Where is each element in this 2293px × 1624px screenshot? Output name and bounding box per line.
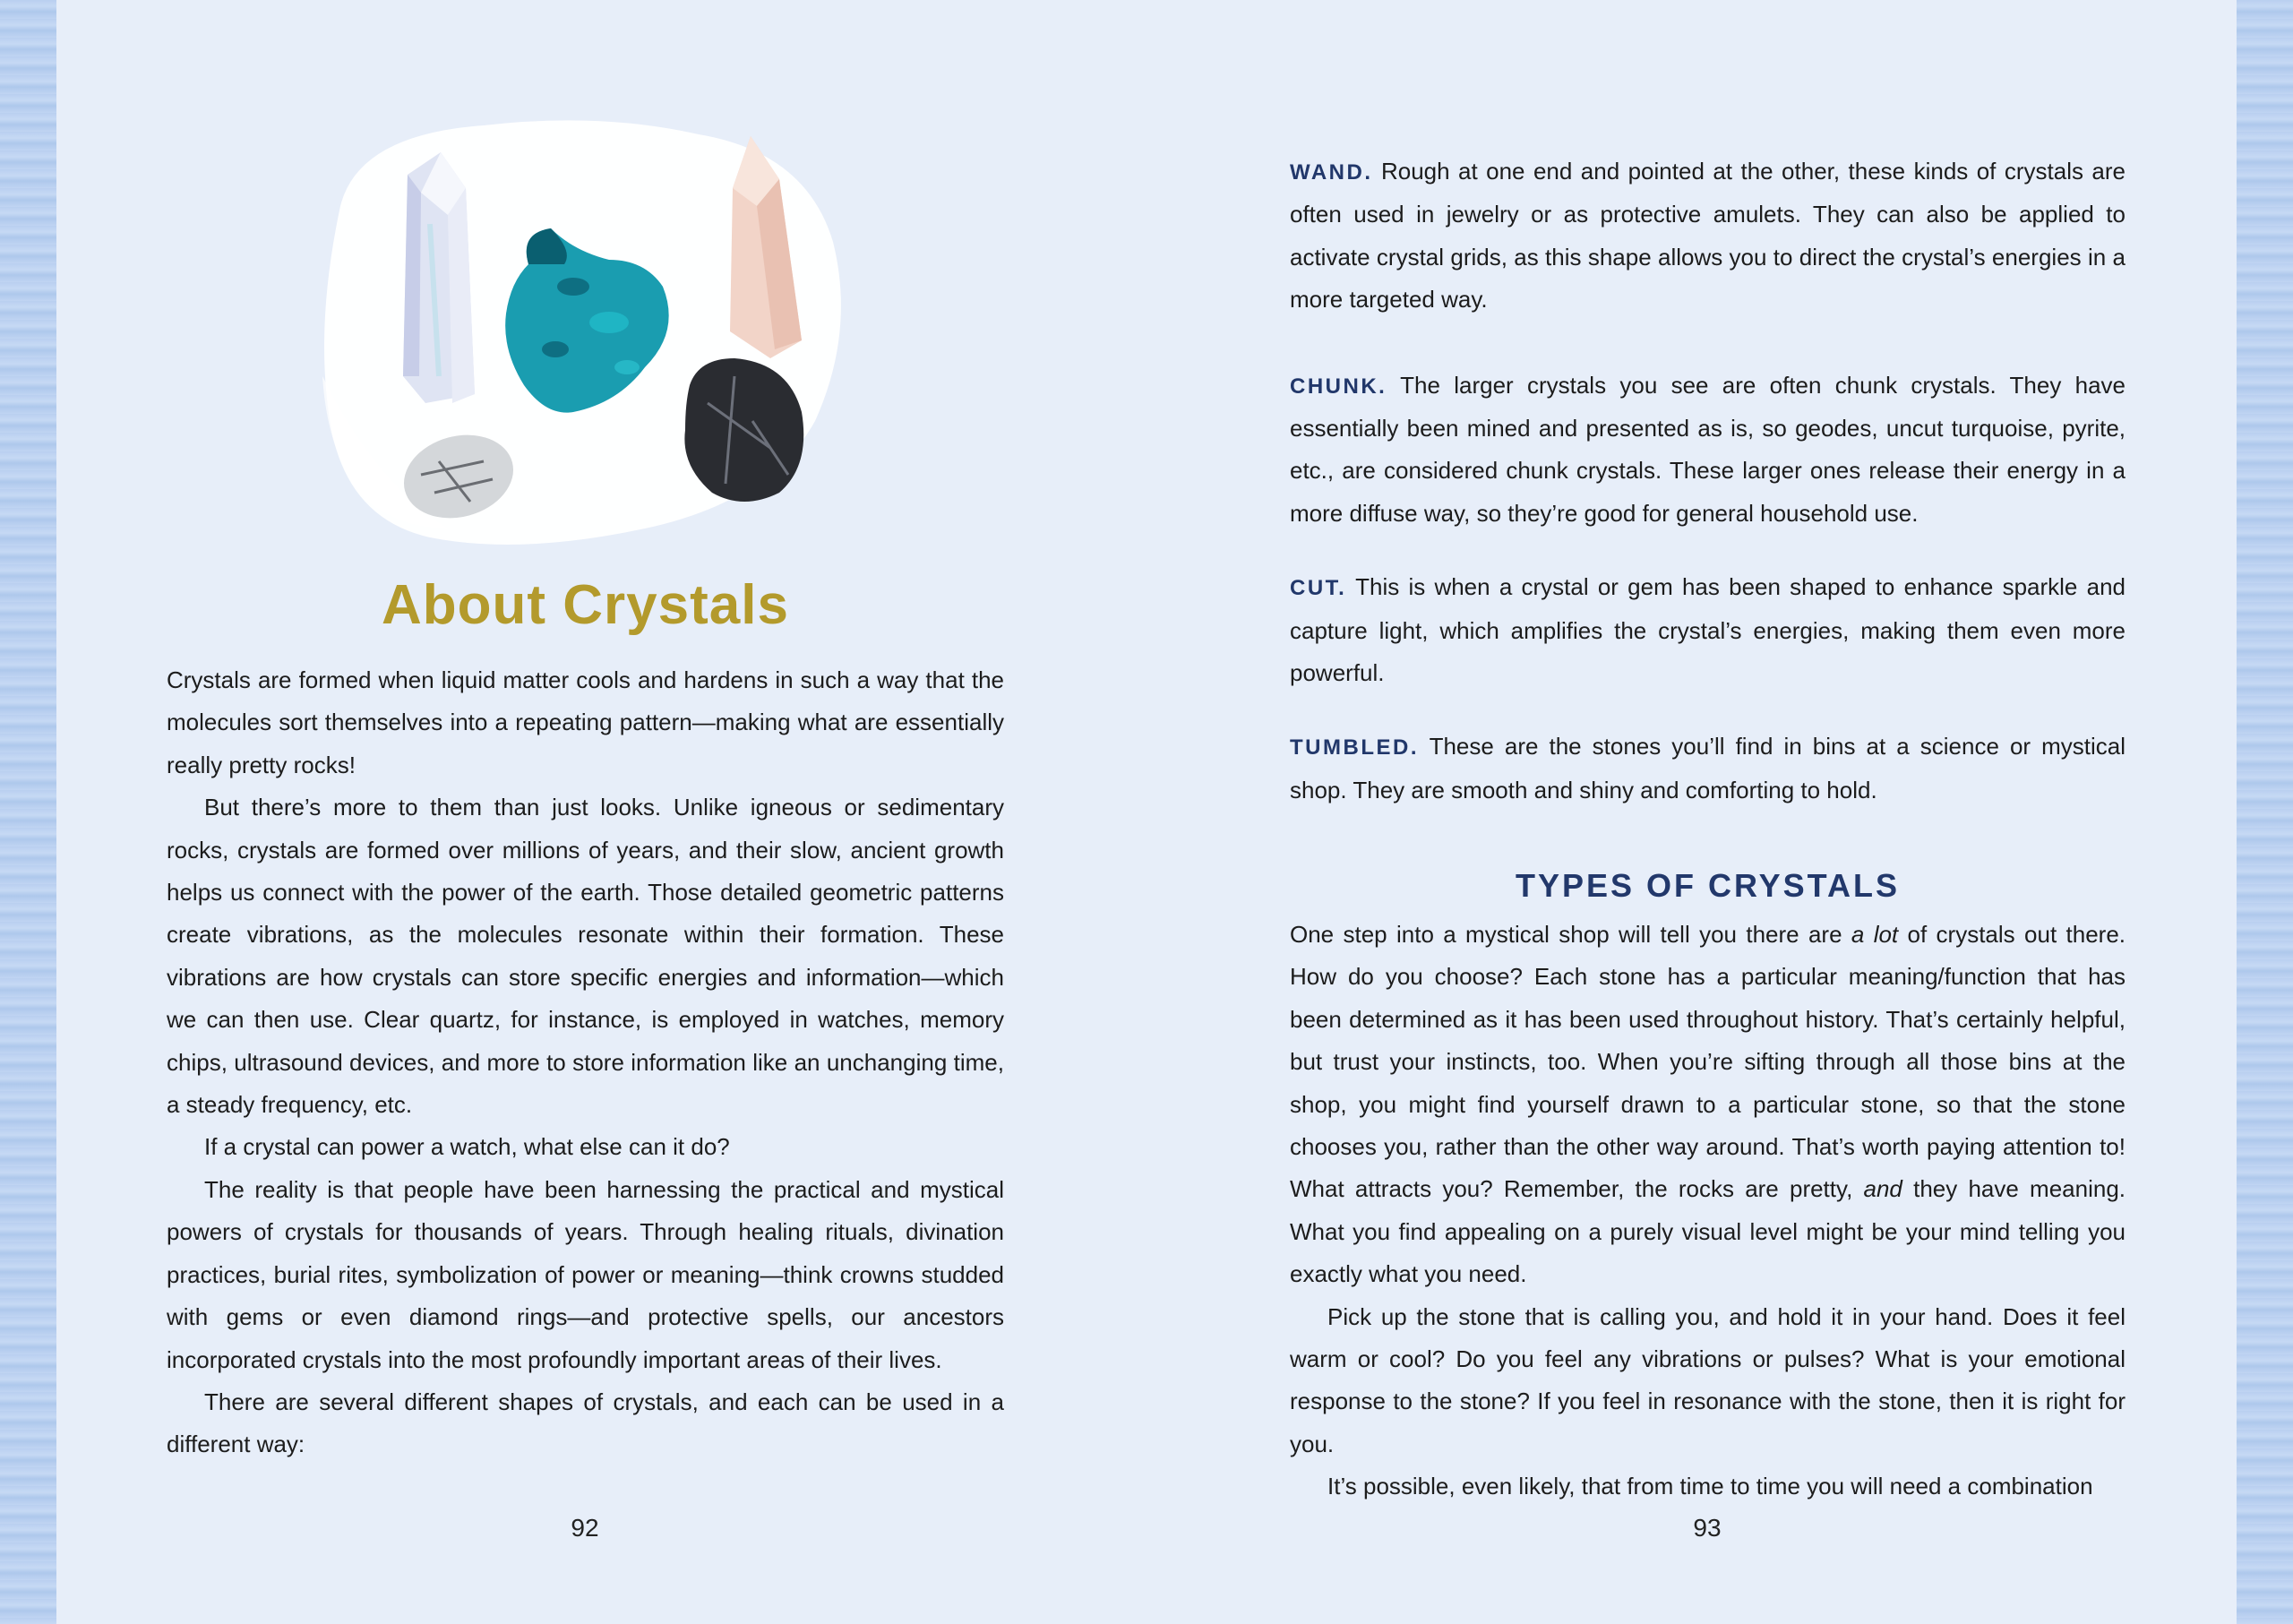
right-page-edge	[2237, 0, 2293, 1624]
shape-entry-tumbled	[1290, 726, 2126, 812]
shape-description: This is when a crystal or gem has been shaped to enhance sparkle and capture light, which amplifies the crystal’s energies, making them even more powerful.	[1290, 573, 2126, 687]
paragraph: Crystals are formed when liquid matter cools and hardens in such a way that the molecules sort themselves into a repeating pattern—making what are essentially really pretty rocks!	[167, 666, 1004, 778]
shape-term: CHUNK.	[1290, 374, 1387, 399]
paragraph: But there’s more to them than just looks. Unlike igneous or sedimentary rocks, crystals are formed over millions of years, and their slow, ancient growth helps us connect with the power of the earth. Those detailed geometric patterns create vibrations, as the molecules resonate within their formation. These vibrations are how crystals can store specific energies and information—which we can then use. Clear quartz, for instance, is employed in watches, memory chips, ultrasound devices, and more to store information like an unchanging time, a steady frequency, etc.	[167, 794, 1004, 1119]
section-heading: TYPES OF CRYSTALS	[1515, 867, 1901, 904]
crystal-shapes-list	[1290, 150, 2126, 812]
left-page-edge	[0, 0, 56, 1624]
shape-entry-cut	[1290, 566, 2126, 694]
shape-entry-chunk	[1290, 365, 2126, 536]
page-title: About Crystals	[382, 574, 789, 636]
types-section-body	[1290, 914, 2126, 1508]
paragraph: One step into a mystical shop will tell you there are a lot of crystals out there. How do you choose? Each stone has a particular meaning/function that has been determined as it has been used throughout history. That’s certainly helpful, but trust your instincts, too. When you’re sifting through all those bins at the shop, you might find yourself drawn to a particular stone, so that the stone chooses you, rather than the other way around. That’s worth paying attention to! What attracts you? Remember, the rocks are pretty, and they have meaning. What you find appealing on a purely visual level might be your mind telling you exactly what you need.	[1290, 921, 2126, 1288]
paragraph: If a crystal can power a watch, what else can it do?	[204, 1133, 730, 1161]
shape-term: CUT.	[1290, 576, 1347, 601]
clear-quartz-wand	[403, 152, 475, 403]
left-page-body	[167, 659, 1004, 1466]
page-number-left: 92	[571, 1514, 599, 1542]
shape-term: TUMBLED.	[1290, 735, 1419, 760]
shape-description: The larger crystals you see are often chunk crystals. They have essentially been mined and presented as is, so geodes, uncut turquoise, pyrite, etc., are considered chunk crystals. These larger ones release their energy in a more diffuse way, so they’re good for general household use.	[1290, 371, 2126, 527]
crystals-illustration	[305, 107, 860, 573]
shape-entry-wand	[1290, 150, 2126, 322]
page-number-right: 93	[1693, 1514, 1722, 1542]
shape-description: These are the stones you’ll find in bins at a science or mystical shop. They are smooth and shiny and comforting to hold.	[1290, 733, 2126, 803]
shape-description: Rough at one end and pointed at the other, these kinds of crystals are often used in jewelry or as protective amulets. They can also be applied to activate crystal grids, as this shape allows you to direct the crystal’s energies in a more targeted way.	[1290, 158, 2126, 314]
shape-term: WAND.	[1290, 160, 1373, 185]
paragraph: The reality is that people have been harnessing the practical and mystical powers of crystals for thousands of years. Through healing rituals, divination practices, burial rites, symbolization of power or meaning—think crowns studded with gems or even diamond rings—and protective spells, our ancestors incorporated crystals into the most profoundly important areas of their lives.	[167, 1175, 1004, 1373]
paragraph: Pick up the stone that is calling you, and hold it in your hand. Does it feel warm or cool? Do you feel any vibrations or pulses? What is your emotional response to the stone? If you feel in resonance with the stone, then it is right for you.	[1290, 1302, 2126, 1457]
paragraph: There are several different shapes of crystals, and each can be used in a different way:	[167, 1388, 1004, 1458]
paragraph: It’s possible, even likely, that from time to time you will need a combination	[1327, 1473, 2093, 1500]
